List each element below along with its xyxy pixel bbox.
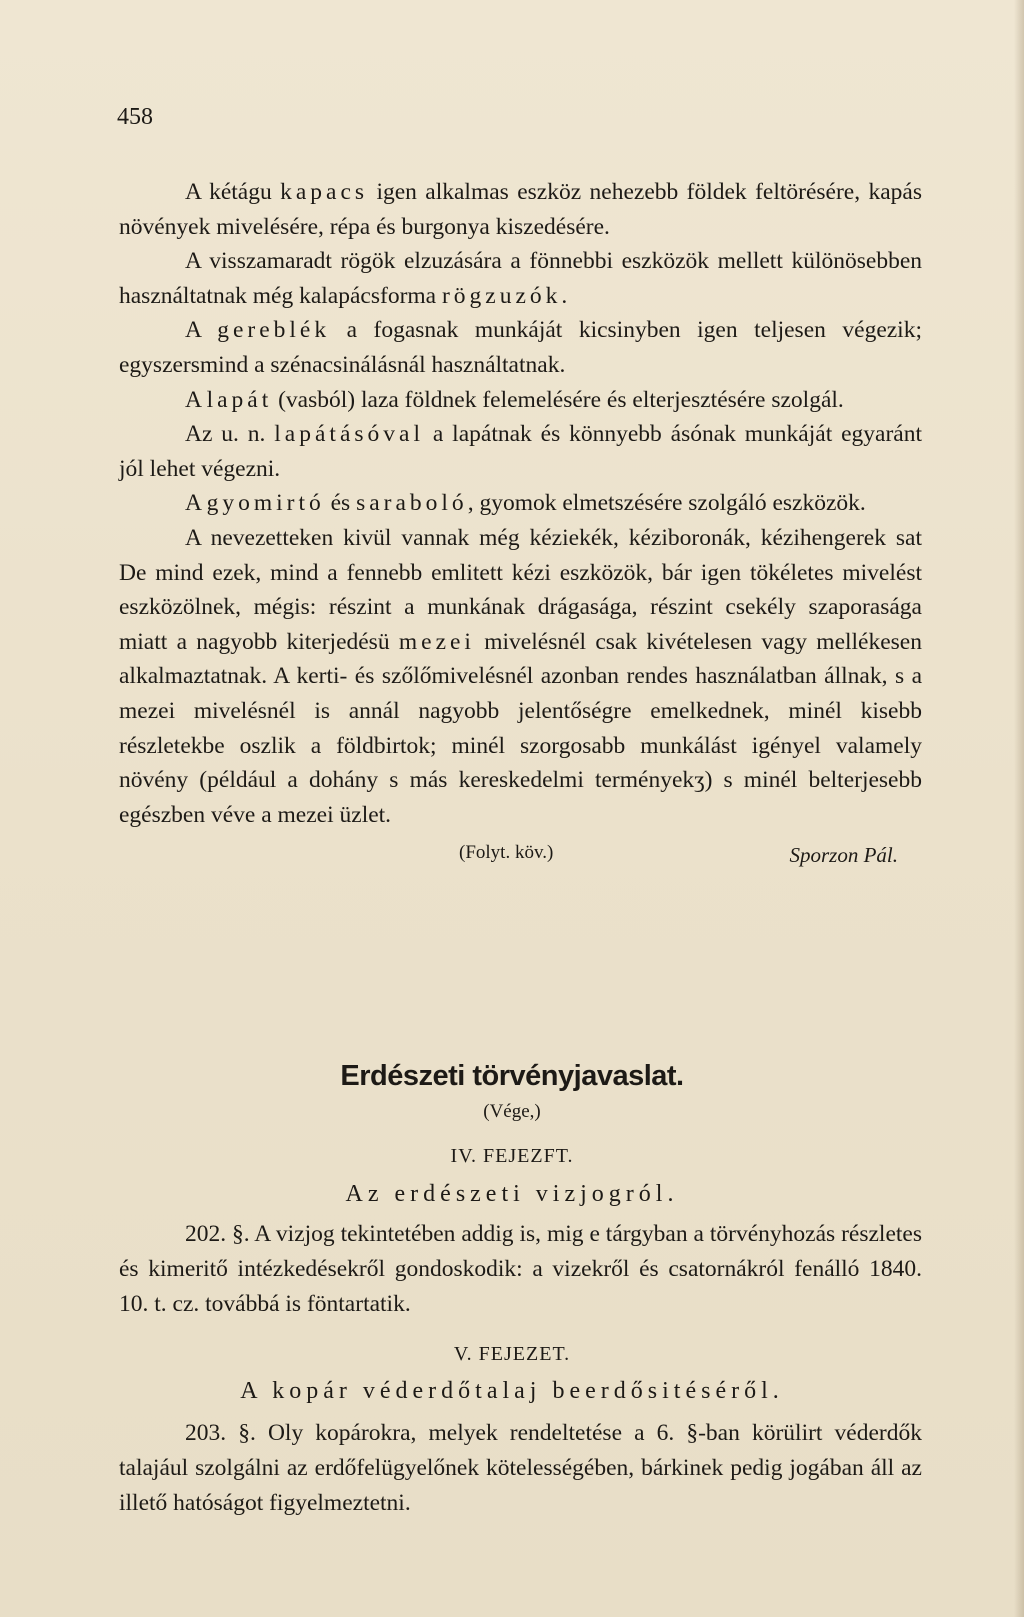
text-run: igen alkalmas eszköz nehezebb földek feltörésére, kapás növények mivelésére, répa és burgonya kiszedésére. bbox=[119, 179, 922, 240]
spaced-term: gereblék bbox=[217, 317, 331, 344]
text-run: A bbox=[185, 490, 207, 517]
paragraph-202 bbox=[119, 1217, 922, 1322]
article-body bbox=[119, 175, 922, 872]
paragraph-203-text: 203. §. Oly kopárokra, melyek rendeltetése a 6. §-ban körülirt véderdők talajául szolgálni az erdőfelügyelőnek kötelességében, bárkinek pedig jogában áll az illető hatóságot figyelmeztetni. bbox=[119, 1420, 922, 1516]
text-run: Az u. n. bbox=[185, 421, 275, 448]
paragraph-kapacs bbox=[119, 175, 922, 244]
text-run: a fogasnak munkáját kicsinyben igen teljesen végezik; egyszersmind a szénacsinálásnál használtatnak. bbox=[119, 317, 922, 378]
spaced-term: saraboló bbox=[356, 490, 468, 517]
spaced-term: gyomirtó bbox=[206, 490, 325, 517]
paragraph-gereblek bbox=[119, 313, 922, 382]
section-title: Erdészeti törvényjavaslat. bbox=[340, 1060, 684, 1092]
author-signature: Sporzon Pál. bbox=[789, 843, 898, 868]
text-run: . bbox=[561, 282, 568, 309]
spaced-term: lapát bbox=[206, 386, 273, 413]
text-run: és bbox=[324, 490, 357, 517]
spaced-term: kapacs bbox=[280, 179, 369, 205]
paragraph-lapatasoval bbox=[119, 417, 922, 486]
chapter-5-heading: V. FEJEZET. bbox=[453, 1343, 571, 1365]
chapter-4-heading: IV. FEJEZFT. bbox=[450, 1145, 574, 1167]
paragraph-rogzuzok bbox=[119, 244, 922, 313]
text-run: A nevezetteken kivül vannak még kéziekék, kéziboronák, kézihengerek sat De mind ezek, mind a fennebb emlitett kézi eszközök, bár igen tökéletes mivelést eszközölnek, mégis: részint a munkának drágasága, részint csekély szaporasága miatt a nagyobb kiterjedésü bbox=[119, 524, 922, 655]
chapter-5-subtitle: A kopár véderdőtalaj beerdősitéséről. bbox=[240, 1378, 784, 1404]
text-run: a lapátnak és könnyebb ásónak munkáját egyaránt jól lehet végezni. bbox=[119, 421, 923, 482]
paragraph-203 bbox=[119, 1416, 922, 1521]
text-run: A bbox=[185, 386, 207, 413]
section-status: (Vége,) bbox=[483, 1101, 541, 1122]
text-run: (vasból) laza földnek felemelésére és elterjesztésére szolgál. bbox=[272, 386, 844, 413]
spaced-term: mezei bbox=[398, 628, 475, 655]
paragraph-202-text: 202. §. A vizjog tekintetében addig is, mig e tárgyban a törvényhozás részletes és kimeritő intézkedésekről gondoskodik: a vizekről és csatornákról fenálló 1840. 10. t. cz. továbbá is föntartatik. bbox=[119, 1221, 922, 1317]
page-number: 458 bbox=[117, 104, 153, 130]
paragraph-lapat bbox=[119, 383, 922, 418]
chapter-4-subtitle: Az erdészeti vizjogról. bbox=[345, 1181, 679, 1207]
page-edge-shadow bbox=[1014, 0, 1024, 1617]
text-run: , gyomok elmetszésére szolgáló eszközök. bbox=[467, 490, 866, 517]
text-run: A bbox=[185, 317, 218, 344]
text-run: mivelésnél csak kivételesen vagy mellékesen alkalmaztatnak. A kerti- és szőlőmivelésnél azonban rendes használatban állnak, s a mezei mivelésnél is annál nagyobb jelentőségre emelkednek, minél kisebb részletekbe oszlik a földbirtok; minél szorgosabb munkálást igényel valamely növény (például a dohány s más kereskedelmi terményekʒ) s minél belterjesebb egészben véve a mezei üzlet. bbox=[119, 628, 922, 828]
text-run: A kétágu bbox=[185, 179, 281, 205]
paragraph-nevezetteken bbox=[119, 521, 922, 832]
spaced-term: rögzuzók bbox=[441, 282, 562, 309]
signature-row bbox=[119, 832, 922, 872]
continuation-note: (Folyt. köv.) bbox=[459, 842, 554, 864]
spaced-term: lapátásóval bbox=[274, 421, 424, 448]
paragraph-gyomirto bbox=[119, 486, 922, 521]
text-run: A visszamaradt rögök elzuzására a fönnebbi eszközök mellett különösebben használtatnak még kalapácsforma bbox=[119, 248, 922, 309]
